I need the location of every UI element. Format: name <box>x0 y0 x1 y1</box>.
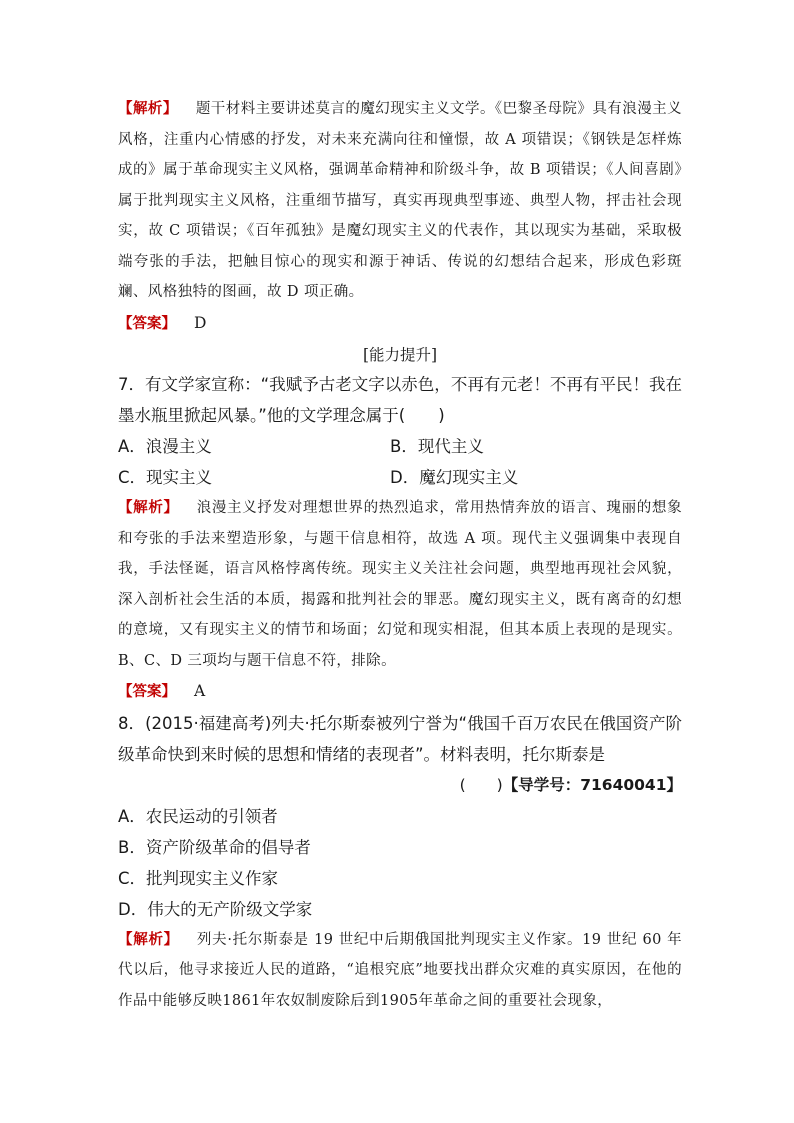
answer-label: 【答案】 <box>118 684 176 700</box>
q7-answer-value: A <box>194 682 206 700</box>
q8-option-c: C．批判现实主义作家 <box>118 868 279 888</box>
analysis-label: 【解析】 <box>118 931 179 948</box>
q6-answer <box>118 308 682 340</box>
q8-guide-line <box>118 770 682 801</box>
q7-answer <box>118 676 682 708</box>
q8-analysis <box>118 925 682 1017</box>
analysis-label: 【解析】 <box>118 500 179 516</box>
q8-bracket: ( ) <box>459 775 503 794</box>
q7-stem: 7．有文学家宣称：“我赋予古老文字以赤色，不再有元老！不再有平民！我在墨水瓶里掀起风暴。”他的文学理念属于( ) <box>118 375 682 425</box>
q7-options <box>118 431 682 493</box>
q7-option-d: D．魔幻现实主义 <box>390 468 519 487</box>
q8-option-a: A．农民运动的引领者 <box>118 806 278 826</box>
q8-guide-number: 【导学号：71640041】 <box>502 775 682 794</box>
q8-option-d: D．伟大的无产阶级文学家 <box>118 899 313 919</box>
q8-stem: 8．(2015·福建高考)列夫·托尔斯泰被列宁誉为“俄国千百万农民在俄国资产阶级革命快到来时候的思想和情绪的表现者”。材料表明，托尔斯泰是 <box>118 713 682 764</box>
q7-analysis <box>118 493 682 676</box>
q6-analysis <box>118 94 682 308</box>
analysis-label: 【解析】 <box>118 101 178 117</box>
q8-option-b: B．资产阶级革命的倡导者 <box>118 837 311 857</box>
answer-label: 【答案】 <box>118 315 176 332</box>
document-page <box>118 94 682 1016</box>
section-title: [能力提升] <box>362 346 438 364</box>
q7-option-a: A．浪漫主义 <box>118 437 212 456</box>
q8-analysis-text: 列夫·托尔斯泰是 19 世纪中后期俄国批判现实主义作家。19 世纪 60 年代以后，他寻求接近人民的道路，“追根究底”地要找出群众灾难的真实原因，在他的作品中能够反映1861年农奴制废除后到1905年革命之间的重要社会现象， <box>118 931 682 1009</box>
q6-answer-value: D <box>194 313 207 332</box>
q7-option-b: B．现代主义 <box>390 437 484 456</box>
q7-option-c: C．现实主义 <box>118 468 213 487</box>
q7-analysis-text: 浪漫主义抒发对理想世界的热烈追求，常用热情奔放的语言、瑰丽的想象和夸张的手法来塑造形象，与题干信息相符，故选 A 项。现代主义强调集中表现自我，手法怪诞，语言风格悖离传统。现实主义关注社会问题，典型地再现社会风貌，深入剖析社会生活的本质，揭露和批判社会的罪恶。魔幻现实主义，既有离奇的幻想的意境，又有现实主义的情节和场面；幻觉和现实相混，但其本质上表现的是现实。B、C、D 三项均与题干信息不符，排除。 <box>118 500 682 669</box>
q6-analysis-text: 题干材料主要讲述莫言的魔幻现实主义文学。《巴黎圣母院》具有浪漫主义风格，注重内心情感的抒发，对未来充满向往和憧憬，故 A 项错误；《钢铁是怎样炼成的》属于革命现实主义风格，强调革命精神和阶级斗争，故 B 项错误；《人间喜剧》属于批判现实主义风格，注重细节描写，真实再现典型事迹、典型人物，抨击社会现实，故 C 项错误；《百年孤独》是魔幻现实主义的代表作，其以现实为基础，采取极端夸张的手法，把触目惊心的现实和源于神话、传说的幻想结合起来，形成色彩斑斓、风格独特的图画，故 D 项正确。 <box>118 101 682 300</box>
